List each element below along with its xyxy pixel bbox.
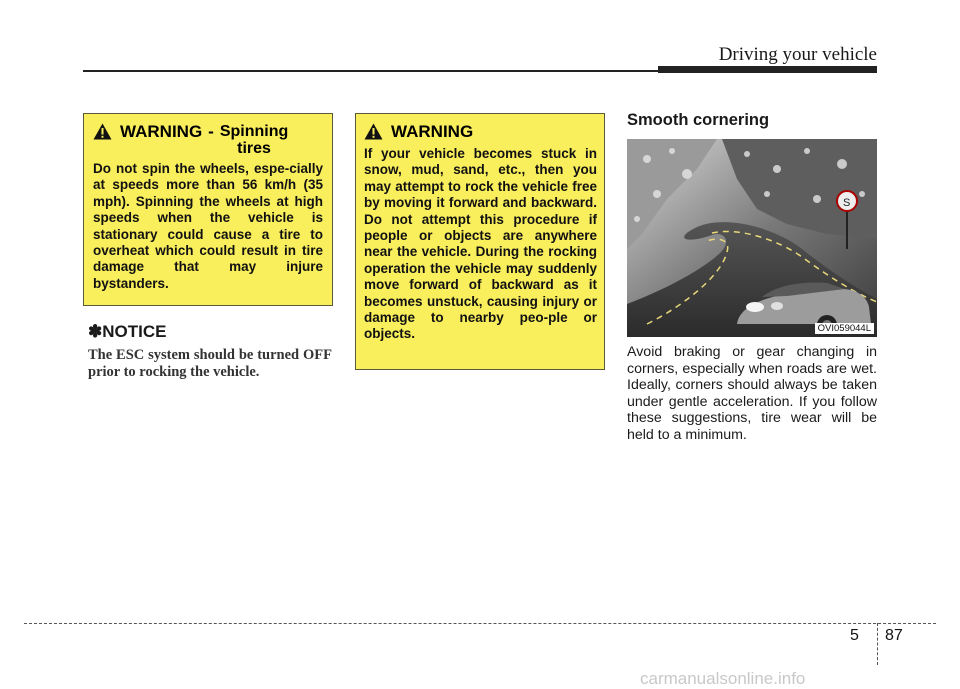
snowy-road-car-illustration — [627, 139, 877, 337]
warning-triangle-icon — [364, 123, 383, 140]
warning-box-rocking — [355, 113, 605, 370]
cornering-illustration — [627, 139, 877, 337]
section-title: Smooth cornering — [627, 111, 770, 129]
warning-body: Do not spin the wheels, espe-cially at speeds more than 56 km/h (35 mph). Spinning the wheels at high speeds when the vehicle is stationary could cause a tire to overheat which could result in tire damage that may injure bystanders. — [93, 161, 323, 291]
notice-body: The ESC system should be turned OFF prior to rocking the vehicle. — [88, 347, 332, 380]
notice-heading — [88, 322, 166, 342]
section-body: Avoid braking or gear changing in corners, especially when roads are wet. Ideally, corners should always be taken under gentle acceleration. If you follow these suggestions, tire wear will be held to a minimum. — [627, 344, 877, 443]
warning-subtitle-line1: Spinning — [219, 123, 289, 140]
footer-rule — [24, 623, 936, 624]
warning-body: If your vehicle becomes stuck in snow, mud, sand, etc., then you may attempt to rock the vehicle free by moving it forward and backward. Do not attempt this procedure if people or objects are anywhere near the vehicle. During the rocking operation the vehicle may suddenly move forward of backward as it becomes unstuck, causing injury or damage to nearby peo-ple or objects. — [364, 146, 597, 342]
watermark: carmanualsonline.info — [640, 669, 806, 688]
footer-divider — [877, 623, 878, 665]
image-code: OVI059044L — [815, 323, 874, 334]
notice-title: NOTICE — [102, 322, 167, 341]
header-rule — [83, 70, 683, 72]
warning-heading — [364, 122, 597, 142]
header-title: Driving your vehicle — [718, 44, 877, 65]
warning-label: WARNING — [391, 122, 474, 141]
warning-triangle-icon — [93, 123, 112, 140]
page-number: 87 — [885, 627, 903, 644]
warning-subtitle — [220, 123, 288, 157]
svg-text:S: S — [843, 197, 851, 209]
header-rule-thick — [658, 66, 877, 73]
section-number: 5 — [850, 627, 859, 644]
warning-heading — [93, 122, 323, 157]
warning-label: WARNING — [120, 122, 203, 141]
warning-box-spinning-tires — [83, 113, 333, 306]
warning-separator: - — [208, 122, 214, 141]
warning-subtitle-line2: tires — [237, 140, 271, 157]
notice-star-icon: ✽ — [88, 322, 103, 341]
